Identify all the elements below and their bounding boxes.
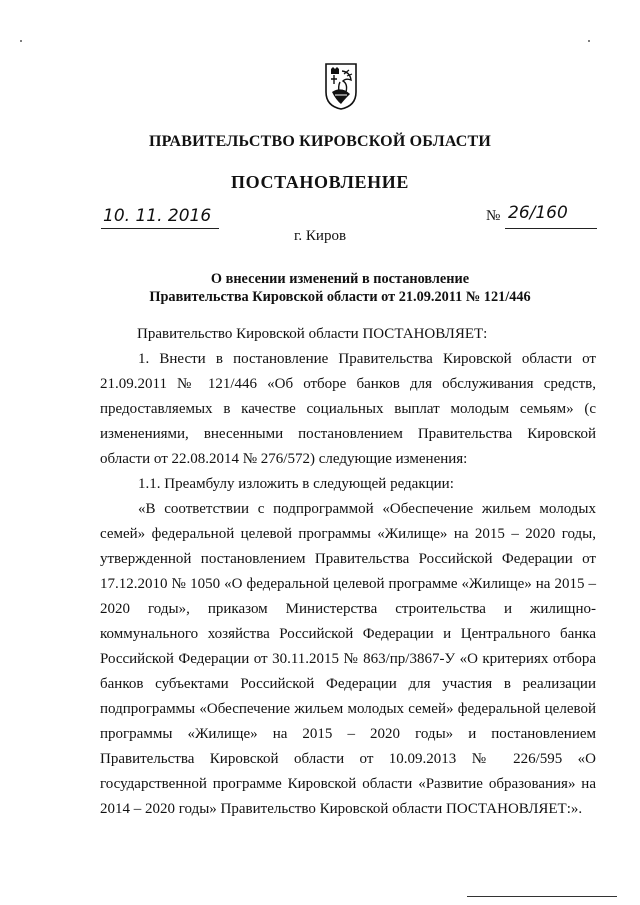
coat-of-arms-icon (324, 62, 358, 110)
scan-speck (20, 40, 22, 42)
document-subject (100, 270, 580, 306)
document-date: 10. 11. 2016 (103, 206, 212, 226)
subject-line-2: Правительства Кировской области от 21.09.2011 № 121/446 (149, 289, 531, 305)
resolution-intro: Правительство Кировской области ПОСТАНОВЛЯЕТ: (137, 326, 488, 342)
footer-rule (467, 896, 617, 897)
clause-1-1: 1.1. Преамбулу изложить в следующей редакции: (138, 476, 454, 492)
preamble-text: «В соответствии с подпрограммой «Обеспечение жильем молодых семей» федеральной целевой программы «Жилище» на 2015 – 2020 годы, утвержденной постановлением Правительства Российской Федерации от 17.12.2010 № 1050 «О федеральной целевой программе «Жилище» на 2015 – 2020 годы», приказом Министерства строительства и жилищно-коммунального хозяйства Российской Федерации и Центрального банка Российской Федерации от 30.11.2015 № 863/пр/3867-У «О критериях отбора банков субъектами Российской Федерации для участия в реализации подпрограммы «Обеспечение жильем молодых семей» федеральной целевой программы «Жилище» на 2015 – 2020 годы» и постановлением Правительства Кировской области от 10.09.2013 № 226/595 «О государственной программе Кировской области «Развитие образования» на 2014 – 2020 годы» Правительство Кировской области ПОСТАНОВЛЯЕТ:». (100, 501, 596, 817)
document-number: 26/160 (508, 203, 568, 223)
subject-line-1: О внесении изменений в постановление (210, 271, 470, 287)
city: г. Киров (293, 228, 347, 244)
document-type: ПОСТАНОВЛЕНИЕ (231, 172, 409, 192)
scan-speck (588, 40, 590, 42)
number-label: № (486, 208, 501, 224)
government-name: ПРАВИТЕЛЬСТВО КИРОВСКОЙ ОБЛАСТИ (148, 133, 492, 150)
clause-1: 1. Внести в постановление Правительства Кировской области от 21.09.2011 № 121/446 «Об отборе банков для обслуживания средств, предоставляемых в качестве социальных выплат молодым семьям» (с изменениями, внесенными постановлением Правительства Кировской области от 22.08.2014 № 276/572) следующие изменения: (100, 351, 596, 467)
document-body (100, 322, 596, 822)
